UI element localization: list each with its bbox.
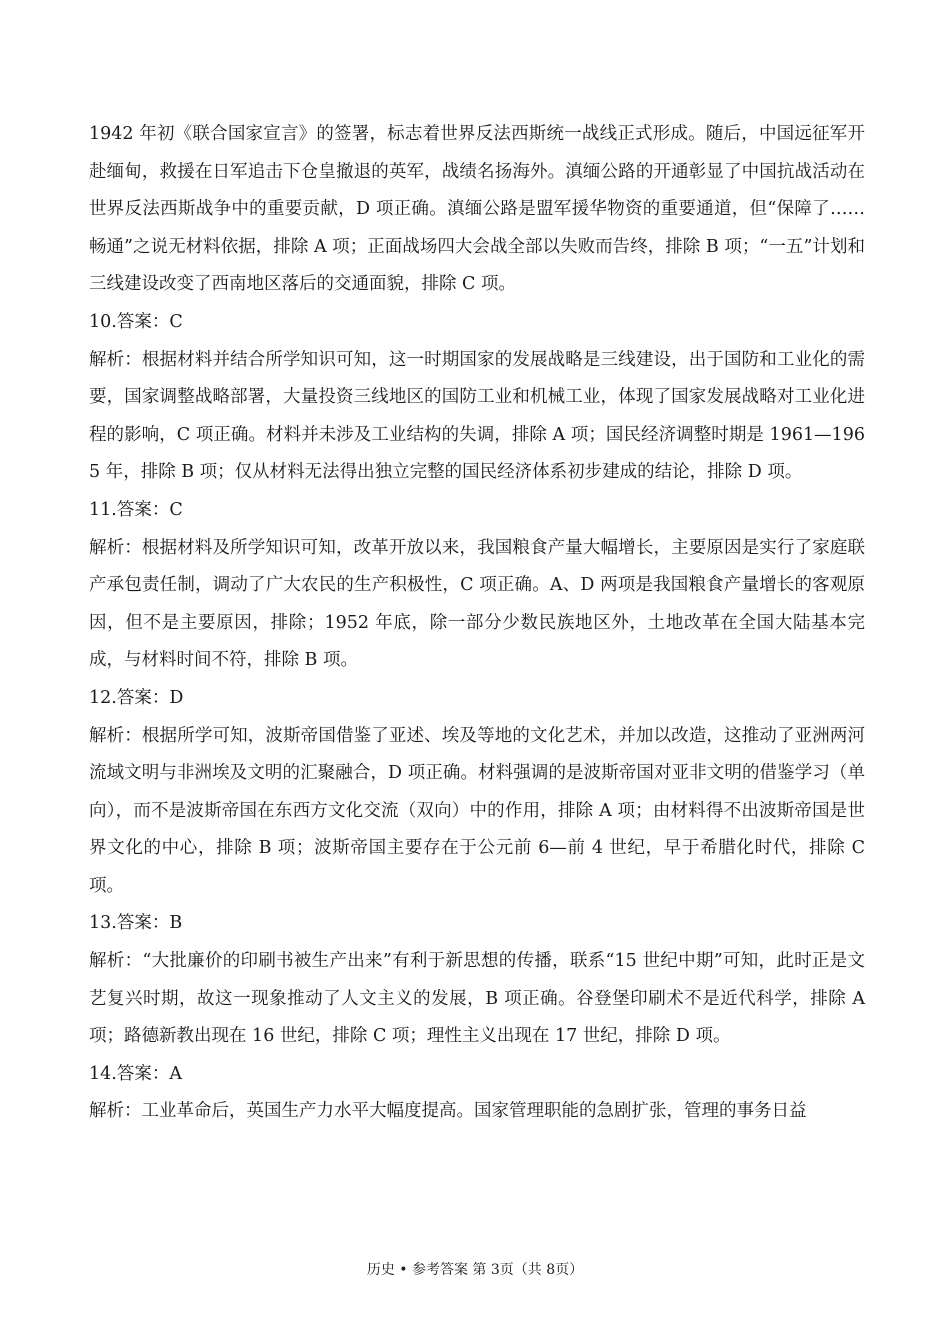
answer-12-heading: 12.答案：D (89, 687, 184, 708)
answer-12-analysis: 解析：根据所学可知，波斯帝国借鉴了亚述、埃及等地的文化艺术，并加以改造，这推动了亚洲两河流域文明与非洲埃及文明的汇聚融合，D 项正确。材料强调的是波斯帝国对亚非文明的借鉴学习（单向），而不是波斯帝国在东西方文化交流（双向）中的作用，排除 A 项；由材料得不出波斯帝国是世界文化的中心，排除 B 项；波斯帝国主要存在于公元前 6—前 4 世纪，早于希腊化时代，排除 C 项。 (89, 725, 865, 896)
answer-13-analysis: 解析：“大批廉价的印刷书被生产出来”有利于新思想的传播，联系“15 世纪中期”可知，此时正是文艺复兴时期，故这一现象推动了人文主义的发展，B 项正确。谷登堡印刷术不是近代科学，排除 A 项；路德新教出现在 16 世纪，排除 C 项；理性主义出现在 17 世纪，排除 D 项。 (89, 951, 865, 1047)
answer-14-analysis: 解析：工业革命后，英国生产力水平大幅度提高。国家管理职能的急剧扩张，管理的事务日益 (89, 1101, 807, 1122)
answer-10-heading: 10.答案：C (89, 311, 183, 332)
answer-10-analysis: 解析：根据材料并结合所学知识可知，这一时期国家的发展战略是三线建设，出于国防和工业化的需要，国家调整战略部署，大量投资三线地区的国防工业和机械工业，体现了国家发展战略对工业化进程的影响，C 项正确。材料并未涉及工业结构的失调，排除 A 项；国民经济调整时期是 1961—1965 年，排除 B 项；仅从材料无法得出独立完整的国民经济体系初步建成的结论，排除 D 项。 (89, 349, 865, 483)
answer-14-heading: 14.答案：A (89, 1063, 182, 1084)
page-footer: 历史 • 参考答案 第 3页（共 8页） (366, 1262, 584, 1278)
answer-9-analysis-continued: 1942 年初《联合国家宣言》的签署，标志着世界反法西斯统一战线正式形成。随后，中国远征军开赴缅甸，救援在日军追击下仓皇撤退的英军，战绩名扬海外。滇缅公路的开通彰显了中国抗战活动在世界反法西斯战争中的重要贡献，D 项正确。滇缅公路是盟军援华物资的重要通道，但“保障了……畅通”之说无材料依据，排除 A 项；正面战场四大会战全部以失败而告终，排除 B 项；“一五”计划和三线建设改变了西南地区落后的交通面貌，排除 C 项。 (89, 124, 865, 295)
answer-document (89, 116, 865, 1131)
answer-13-heading: 13.答案：B (89, 913, 183, 934)
answer-11-heading: 11.答案：C (89, 499, 183, 520)
answer-11-analysis: 解析：根据材料及所学知识可知，改革开放以来，我国粮食产量大幅增长，主要原因是实行了家庭联产承包责任制，调动了广大农民的生产积极性，C 项正确。A、D 两项是我国粮食产量增长的客观原因，但不是主要原因，排除；1952 年底，除一部分少数民族地区外，土地改革在全国大陆基本完成，与材料时间不符，排除 B 项。 (89, 537, 865, 671)
